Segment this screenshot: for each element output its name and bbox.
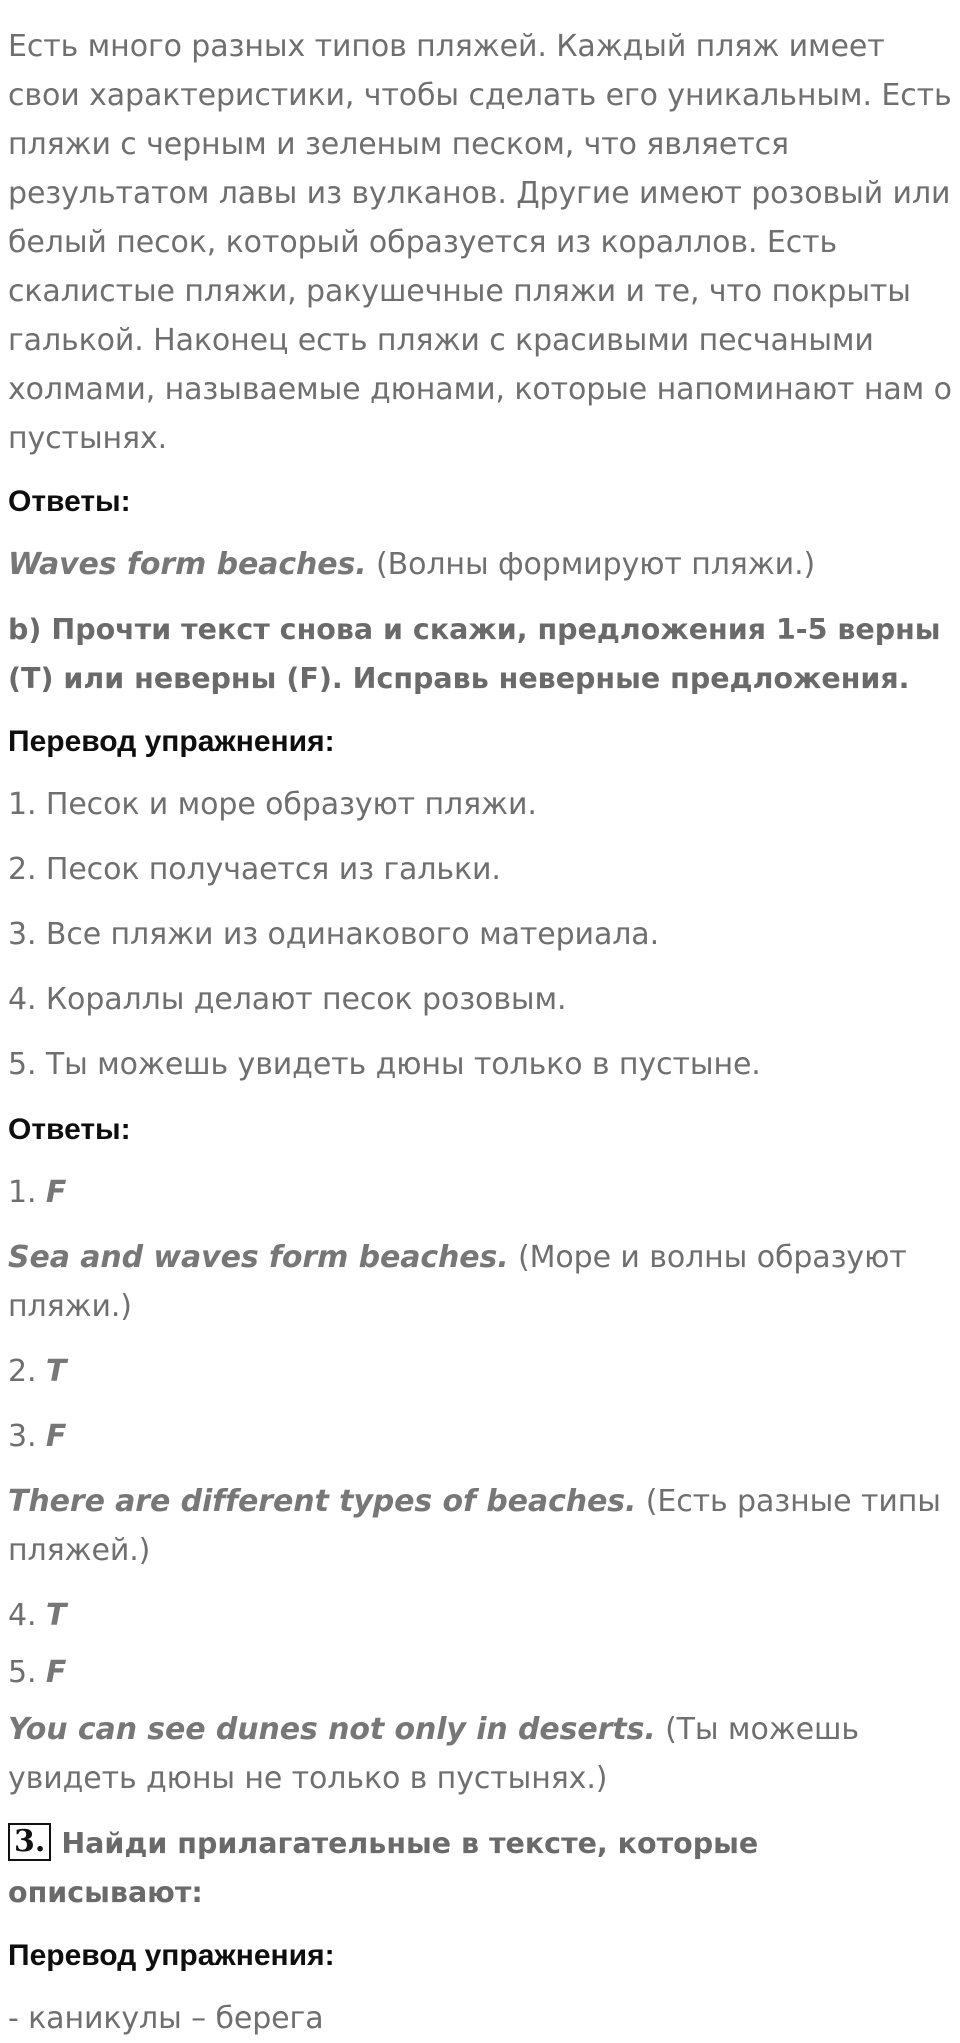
answer-5-number: 5. [8,1655,37,1690]
answer-5 [8,1648,956,1697]
answer-2-mark: T [45,1354,67,1389]
answer-4 [8,1591,956,1640]
task-b-instruction: b) Прочти текст снова и скажи, предложения 1-5 верны (T) или неверны (F). Исправь неверные предложения. [8,613,941,695]
correction-3-russian: (Есть разные типы пляжей.) [8,1484,941,1568]
answer-2-number: 2. [8,1354,37,1389]
correction-5 [8,1705,956,1803]
correction-1-english: Sea and waves form beaches. [8,1240,509,1275]
statement-5: 5. Ты можешь увидеть дюны только в пустыне. [8,1047,761,1082]
task-3-text: Найди прилагательные в тексте, которые описывают: [8,1827,759,1909]
correction-3-english: There are different types of beaches. [8,1484,637,1519]
answer-3 [8,1412,956,1461]
answer-1-number: 1. [8,1175,37,1210]
correction-3 [8,1477,956,1575]
correction-1 [8,1233,956,1331]
correction-5-russian: (Ты можешь увидеть дюны не только в пустынях.) [8,1712,859,1796]
answer-1-mark: F [45,1175,67,1210]
answer-3-number: 3. [8,1419,37,1454]
translation-heading: Перевод упражнения: [8,725,335,758]
intro-paragraph: Есть много разных типов пляжей. Каждый пляж имеет свои характеристики, чтобы сделать его уникальным. Есть пляжи с черным и зеленым песком, что является результатом лавы из вулканов. Другие имеют розовый или белый песок, который образуется из кораллов. Есть скалистые пляжи, ракушечные пляжи и те, что покрыты галькой. Наконец есть пляжи с красивыми песчаными холмами, называемые дюнами, которые напоминают нам о пустынях. [8,29,952,456]
task-3-number-box: 3. [8,1823,51,1861]
answers-heading: Ответы: [8,485,131,518]
answer-4-number: 4. [8,1598,37,1633]
last-line: - каникулы – берега [8,2001,324,2036]
task-3-instruction [8,1819,956,1917]
answer-3-mark: F [45,1419,67,1454]
translation-heading-2: Перевод упражнения: [8,1939,335,1972]
answer-4-mark: T [45,1598,67,1633]
answer-5-mark: F [45,1655,67,1690]
statement-1: 1. Песок и море образуют пляжи. [8,787,537,822]
answer-a [8,540,956,589]
correction-5-english: You can see dunes not only in deserts. [8,1712,656,1747]
answers-heading-2: Ответы: [8,1113,131,1146]
answer-a-russian: (Волны формируют пляжи.) [376,547,816,582]
statement-4: 4. Кораллы делают песок розовым. [8,982,567,1017]
statement-3: 3. Все пляжи из одинакового материала. [8,917,660,952]
answer-1 [8,1168,956,1217]
statement-2: 2. Песок получается из гальки. [8,852,501,887]
answer-a-english: Waves form beaches. [8,547,367,582]
answer-2 [8,1347,956,1396]
correction-1-russian: (Море и волны образуют пляжи.) [8,1240,907,1324]
